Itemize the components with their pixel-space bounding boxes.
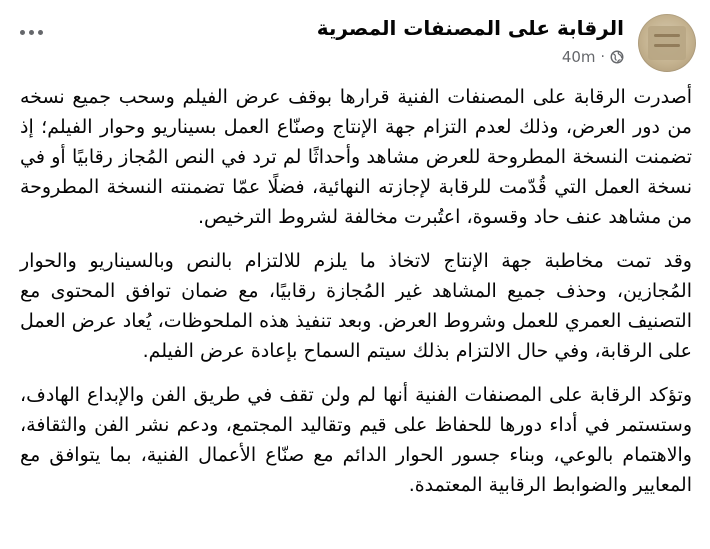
- more-dot: [20, 30, 25, 35]
- more-dot: [38, 30, 43, 35]
- page-name[interactable]: الرقابة على المصنفات المصرية: [316, 16, 624, 40]
- post-time[interactable]: 40m: [561, 48, 596, 66]
- more-options-icon[interactable]: [14, 20, 48, 44]
- post-body: [20, 82, 692, 514]
- post-paragraph: وتؤكد الرقابة على المصنفات الفنية أنها لم ولن تقف في طريق الفن والإبداع الهادف، وستستمر في أداء دورها للحفاظ على قيم وتقاليد المجتمع، ودعم نشر الفن والثقافة، والاهتمام بالوعي، وبناء جسور الحوار الدائم مع صنّاع الأعمال الفنية، بما يتوافق مع المعايير والضوابط الرقابية المعتمدة.: [20, 384, 692, 496]
- page-avatar[interactable]: [638, 14, 696, 72]
- more-dot: [29, 30, 34, 35]
- post-paragraph: أصدرت الرقابة على المصنفات الفنية قرارها بوقف عرض الفيلم وسحب جميع نسخه من دور العرض، وذلك لعدم التزام جهة الإنتاج وصنّاع العمل بسيناريو وحوار الفيلم؛ إذ تضمنت النسخة المطروحة للعرض مشاهد وأحداثًا لم ترد في النص المُجاز رقابيًا أو في نسخة العمل التي قُدّمت للرقابة لإجازته النهائية، فضلًا عمّا تضمنته النسخة المطروحة من مشاهد عنف حاد وقسوة، اعتُبرت مخالفة لشروط الترخيص.: [20, 86, 692, 228]
- post-meta: [562, 48, 624, 66]
- meta-separator: ·: [600, 49, 605, 65]
- post-header: [14, 12, 696, 74]
- post-paragraph: وقد تمت مخاطبة جهة الإنتاج لاتخاذ ما يلزم للالتزام بالنص وبالسيناريو والحوار المُجازين، وحذف جميع المشاهد غير المُجازة رقابيًا، مع ضمان توافق المحتوى مع التصنيف العمري للعمل وشروط العرض. وبعد تنفيذ هذه الملحوظات، يُعاد عرض العمل على الرقابة، وفي حال الالتزام بذلك سيتم السماح بإعادة عرض الفيلم.: [20, 250, 692, 362]
- avatar-logo-image: [648, 26, 686, 60]
- globe-icon[interactable]: [610, 50, 624, 64]
